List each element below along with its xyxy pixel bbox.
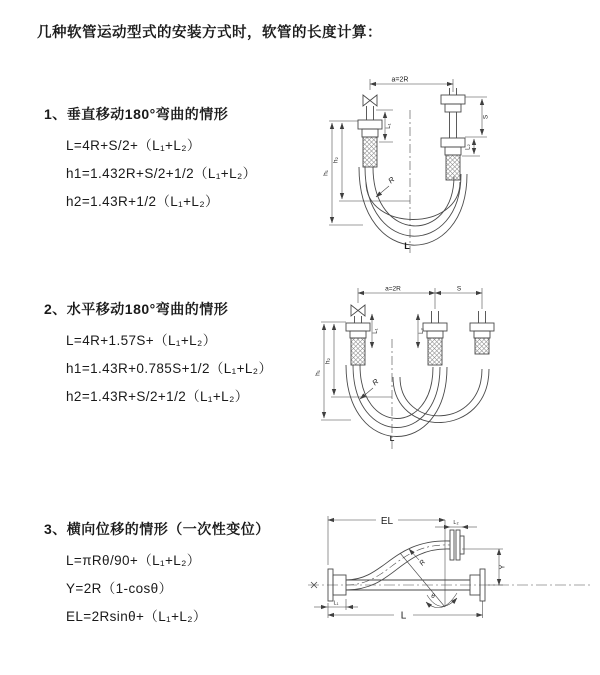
dim-length: L <box>389 434 395 443</box>
dim-l2: L₂ <box>465 144 472 150</box>
radius-leader <box>376 186 389 197</box>
section-2-formula-h2: h2=1.43R+S/2+1/2（L₁+L₂） <box>66 389 249 404</box>
section-lateral-displacement <box>44 519 270 631</box>
section-2-heading: 2、水平移动180°弯曲的情形 <box>44 301 229 317</box>
section-3-heading: 3、横向位移的情形（一次性变位） <box>44 521 270 537</box>
section-1-formula-h2: h2=1.43R+1/2（L₁+L₂） <box>66 194 219 209</box>
displaced-hose-curve <box>346 541 450 590</box>
dimension-lines <box>321 285 482 420</box>
diagram-vertical-180-bend <box>313 70 593 260</box>
dim-length: L <box>404 241 410 251</box>
valve-icon <box>363 95 377 106</box>
right-pipe-end <box>441 88 465 180</box>
section-1-heading: 1、垂直移动180°弯曲的情形 <box>44 106 229 122</box>
braided-section <box>363 137 377 167</box>
left-pipe-end <box>358 106 382 167</box>
dim-l1: L₁ <box>373 328 379 334</box>
hose-u-bend-position-1 <box>346 365 447 437</box>
dim-l2: L₂ <box>453 520 459 526</box>
dim-r: R <box>418 558 428 568</box>
left-pipe-end <box>346 316 370 365</box>
dim-s: S <box>456 285 462 293</box>
section-1-formula-L: L=4R+S/2+（L₁+L₂） <box>66 138 201 153</box>
section-vertical-movement <box>44 104 257 216</box>
braided-section <box>428 338 442 365</box>
section-2-formula-L: L=4R+1.57S+（L₁+L₂） <box>66 333 217 348</box>
dim-r: R <box>386 174 397 186</box>
dim-el: EL <box>380 516 394 527</box>
right-pipe-end <box>470 311 494 354</box>
section-2-formula-h1: h1=1.43R+0.785S+1/2（L₁+L₂） <box>66 361 273 376</box>
section-horizontal-movement <box>44 299 272 411</box>
middle-pipe-end <box>423 311 447 365</box>
hose-u-bend-position-2 <box>393 369 489 423</box>
dim-l1: L₁ <box>386 123 392 129</box>
valve-icon <box>351 305 365 316</box>
section-3-formula-Y: Y=2R（1-cosθ） <box>66 581 173 596</box>
dim-h1: h₁ <box>314 370 322 376</box>
section-1-formula-h1: h1=1.432R+S/2+1/2（L₁+L₂） <box>66 166 257 181</box>
dim-l1: L₁ <box>333 600 339 607</box>
section-3-formula-L: L=πRθ/90+（L₁+L₂） <box>66 553 201 568</box>
page-title: 几种软管运动型式的安装方式时，软管的长度计算： <box>37 25 382 41</box>
dim-s: S <box>482 114 490 120</box>
dim-span: a=2R <box>391 76 409 84</box>
diagram-lateral-displacement <box>300 503 600 658</box>
braided-section <box>351 338 365 365</box>
dim-span: a=2R <box>385 285 401 293</box>
diagram-horizontal-180-bend <box>313 281 598 461</box>
dim-l2: L₂ <box>419 328 425 334</box>
dim-h1: h₁ <box>322 170 330 176</box>
upper-flange <box>450 530 464 560</box>
braided-section <box>475 338 489 354</box>
dim-length: L <box>400 610 407 622</box>
dim-theta: θ <box>431 593 435 600</box>
dim-r: R <box>370 376 381 388</box>
section-3-formula-EL: EL=2Rsinθ+（L₁+L₂） <box>66 609 207 624</box>
braided-section <box>446 155 460 180</box>
dim-h2: h₂ <box>324 357 332 365</box>
radius-leader <box>409 549 419 560</box>
dimension-lines <box>314 516 503 618</box>
dim-y: Y <box>499 564 507 570</box>
dim-h2: h₂ <box>332 156 340 164</box>
